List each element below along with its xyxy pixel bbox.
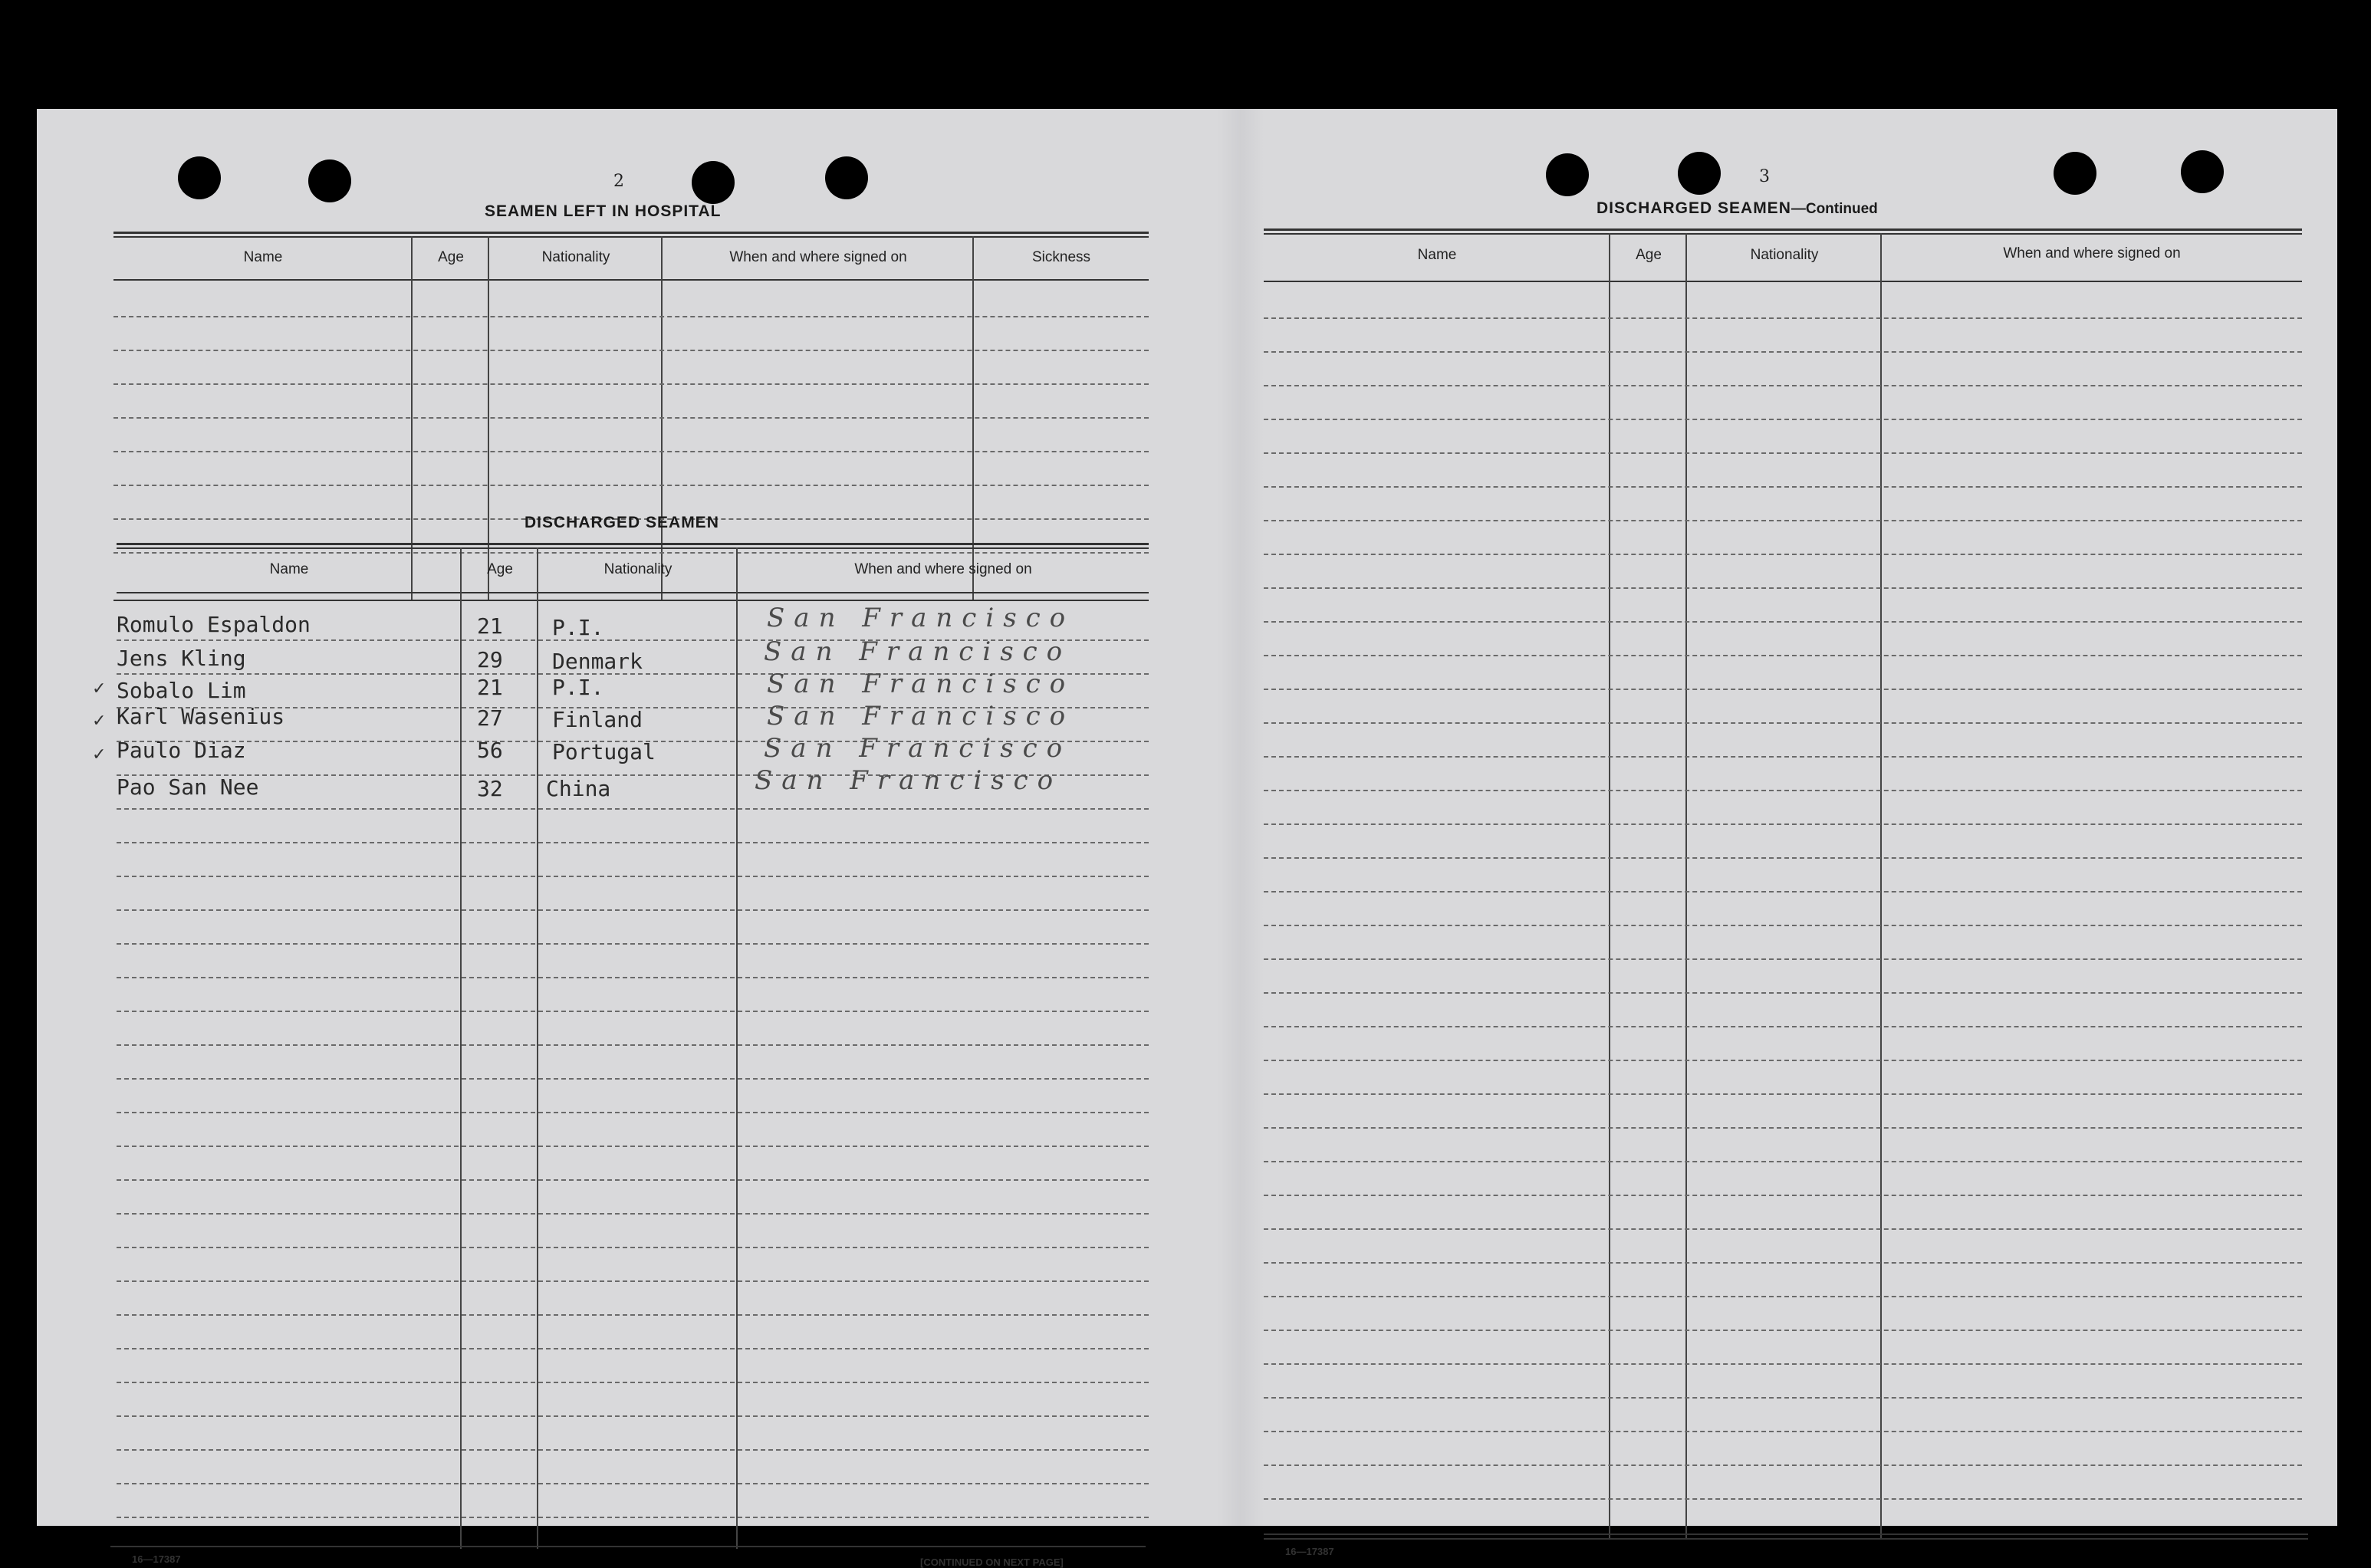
- row-line: [113, 417, 1149, 419]
- title-main: DISCHARGED SEAMEN: [1597, 199, 1791, 217]
- column-header-age: Age: [1636, 247, 1662, 263]
- row-line: [117, 977, 1149, 978]
- punch-hole: [2181, 150, 2224, 193]
- row-line: [117, 1146, 1149, 1147]
- row-line: [113, 451, 1149, 452]
- table-bottom-rule: [1264, 1538, 2308, 1540]
- row-line: [1264, 520, 2302, 521]
- table-bottom-rule: [113, 600, 1149, 601]
- title-suffix: —Continued: [1791, 201, 1878, 217]
- row-line: [1264, 1330, 2302, 1331]
- row-line: [117, 1449, 1149, 1451]
- column-divider: [460, 547, 462, 1549]
- row-line: [117, 1314, 1149, 1316]
- row-line: [1264, 587, 2302, 589]
- seaman-nationality: P.I.: [552, 675, 604, 700]
- row-line: [1264, 689, 2302, 690]
- table-rule: [1264, 228, 2302, 231]
- row-line: [117, 1044, 1149, 1046]
- row-line: [117, 1280, 1149, 1282]
- row-line: [1264, 756, 2302, 758]
- seaman-name: Jens Kling: [117, 646, 246, 671]
- punch-hole: [692, 161, 735, 204]
- column-header-nationality: Nationality: [603, 561, 672, 577]
- table-rule: [1264, 233, 2302, 235]
- column-divider: [1880, 233, 1882, 1540]
- row-line: [1264, 1397, 2302, 1399]
- row-line: [1264, 621, 2302, 623]
- punch-hole: [1678, 152, 1721, 195]
- page-number-right: 3: [1759, 167, 1770, 186]
- punch-hole: [1546, 153, 1589, 196]
- seaman-name: Pao San Nee: [117, 774, 259, 800]
- column-divider: [1609, 233, 1610, 1540]
- row-line: [117, 1213, 1149, 1215]
- row-line: [1264, 992, 2302, 994]
- row-line: [1264, 419, 2302, 420]
- table-rule: [113, 236, 1149, 238]
- row-line: [117, 1179, 1149, 1181]
- signed-on-handwriting: San Francisco: [767, 701, 1075, 731]
- row-line: [1264, 1431, 2302, 1432]
- row-line: [117, 808, 1149, 810]
- header-underline: [1264, 281, 2302, 282]
- row-line: [117, 1382, 1149, 1383]
- row-line: [1264, 1060, 2302, 1061]
- row-line: [113, 485, 1149, 486]
- row-line: [117, 876, 1149, 877]
- row-line: [1264, 452, 2302, 454]
- signed-on-handwriting: San Francisco: [755, 765, 1063, 796]
- signed-on-handwriting: San Francisco: [764, 733, 1072, 764]
- row-line: [1264, 1296, 2302, 1297]
- punch-hole: [2054, 152, 2096, 195]
- row-line: [117, 1078, 1149, 1080]
- row-line: [117, 909, 1149, 911]
- punch-hole: [308, 159, 351, 202]
- row-line: [117, 1112, 1149, 1113]
- row-line: [1264, 1026, 2302, 1027]
- signed-on-handwriting: San Francisco: [767, 669, 1075, 699]
- seaman-age: 21: [477, 613, 503, 639]
- row-line: [1264, 1464, 2302, 1466]
- row-line: [117, 842, 1149, 843]
- row-line: [1264, 790, 2302, 791]
- column-header-signed-on: When and where signed on: [729, 249, 907, 265]
- seaman-name: Sobalo Lim: [117, 678, 246, 703]
- hospital-section-title: SEAMEN LEFT IN HOSPITAL: [485, 202, 722, 220]
- row-line: [1264, 1195, 2302, 1196]
- table-bottom-rule: [1264, 1533, 2308, 1535]
- row-line: [117, 1483, 1149, 1484]
- column-header-nationality: Nationality: [1750, 247, 1819, 263]
- row-line: [113, 552, 1149, 554]
- column-header-name: Name: [269, 561, 309, 577]
- form-number: 16—17387: [132, 1553, 181, 1565]
- page-number-left: 2: [613, 172, 624, 191]
- seaman-age: 21: [477, 675, 503, 700]
- seaman-name: Karl Wasenius: [117, 704, 285, 729]
- table-rule: [113, 232, 1149, 234]
- row-line: [1264, 1498, 2302, 1500]
- column-header-nationality: Nationality: [541, 249, 610, 265]
- row-line: [113, 316, 1149, 317]
- row-line: [113, 383, 1149, 385]
- form-number: 16—17387: [1285, 1546, 1334, 1557]
- seaman-nationality: Finland: [552, 707, 643, 732]
- seaman-nationality: Portugal: [552, 739, 656, 764]
- table-rule: [117, 543, 1149, 545]
- seaman-nationality: Denmark: [552, 649, 643, 674]
- seaman-age: 32: [477, 776, 503, 801]
- row-line: [117, 943, 1149, 945]
- row-line: [117, 1415, 1149, 1417]
- column-header-age: Age: [438, 249, 464, 265]
- seaman-nationality: China: [546, 776, 611, 801]
- row-line: [1264, 554, 2302, 555]
- row-line: [1264, 1228, 2302, 1230]
- column-header-signed-on: When and where signed on: [2003, 245, 2181, 261]
- punch-hole: [178, 156, 221, 199]
- seaman-age: 56: [477, 738, 503, 763]
- seaman-name: Romulo Espaldon: [117, 612, 311, 637]
- row-line: [117, 1517, 1149, 1518]
- table-bottom-rule: [110, 1546, 1146, 1547]
- header-underline: [113, 279, 1149, 281]
- seaman-nationality: P.I.: [552, 615, 604, 640]
- row-line: [1264, 385, 2302, 386]
- row-line: [1264, 958, 2302, 960]
- check-mark: ✓: [92, 712, 107, 731]
- row-line: [1264, 925, 2302, 926]
- column-divider: [537, 547, 538, 1549]
- row-line: [1264, 486, 2302, 488]
- row-line: [1264, 317, 2302, 319]
- row-line: [1264, 655, 2302, 656]
- document-sheet: [37, 109, 2337, 1568]
- column-header-name: Name: [243, 249, 283, 265]
- header-underline: [117, 592, 1149, 593]
- column-divider: [1685, 233, 1687, 1540]
- check-mark: ✓: [92, 679, 107, 699]
- row-line: [1264, 823, 2302, 825]
- row-line: [1264, 857, 2302, 859]
- seaman-name: Paulo Diaz: [117, 738, 246, 763]
- row-line: [1264, 1262, 2302, 1264]
- signed-on-handwriting: San Francisco: [767, 603, 1075, 633]
- seaman-age: 29: [477, 647, 503, 672]
- column-divider: [736, 547, 738, 1549]
- row-line: [117, 1011, 1149, 1012]
- row-line: [117, 1348, 1149, 1349]
- row-line: [1264, 1093, 2302, 1095]
- row-line: [1264, 1161, 2302, 1162]
- row-line: [113, 350, 1149, 351]
- check-mark: ✓: [92, 745, 107, 764]
- column-header-signed-on: When and where signed on: [854, 561, 1032, 577]
- page-spine: [1218, 109, 1264, 1526]
- discharged-continued-title: [1597, 199, 1878, 218]
- continued-note: [CONTINUED ON NEXT PAGE]: [920, 1556, 1064, 1568]
- seaman-age: 27: [477, 705, 503, 731]
- row-line: [1264, 891, 2302, 892]
- table-rule: [117, 547, 1149, 549]
- discharged-section-title: DISCHARGED SEAMEN: [525, 514, 719, 531]
- signed-on-handwriting: San Francisco: [764, 636, 1072, 667]
- row-line: [117, 1247, 1149, 1248]
- column-header-age: Age: [487, 561, 513, 577]
- row-line: [1264, 1127, 2302, 1129]
- row-line: [1264, 351, 2302, 353]
- column-header-sickness: Sickness: [1031, 249, 1091, 265]
- row-line: [1264, 1363, 2302, 1365]
- column-header-name: Name: [1417, 247, 1457, 263]
- row-line: [1264, 722, 2302, 724]
- punch-hole: [825, 156, 868, 199]
